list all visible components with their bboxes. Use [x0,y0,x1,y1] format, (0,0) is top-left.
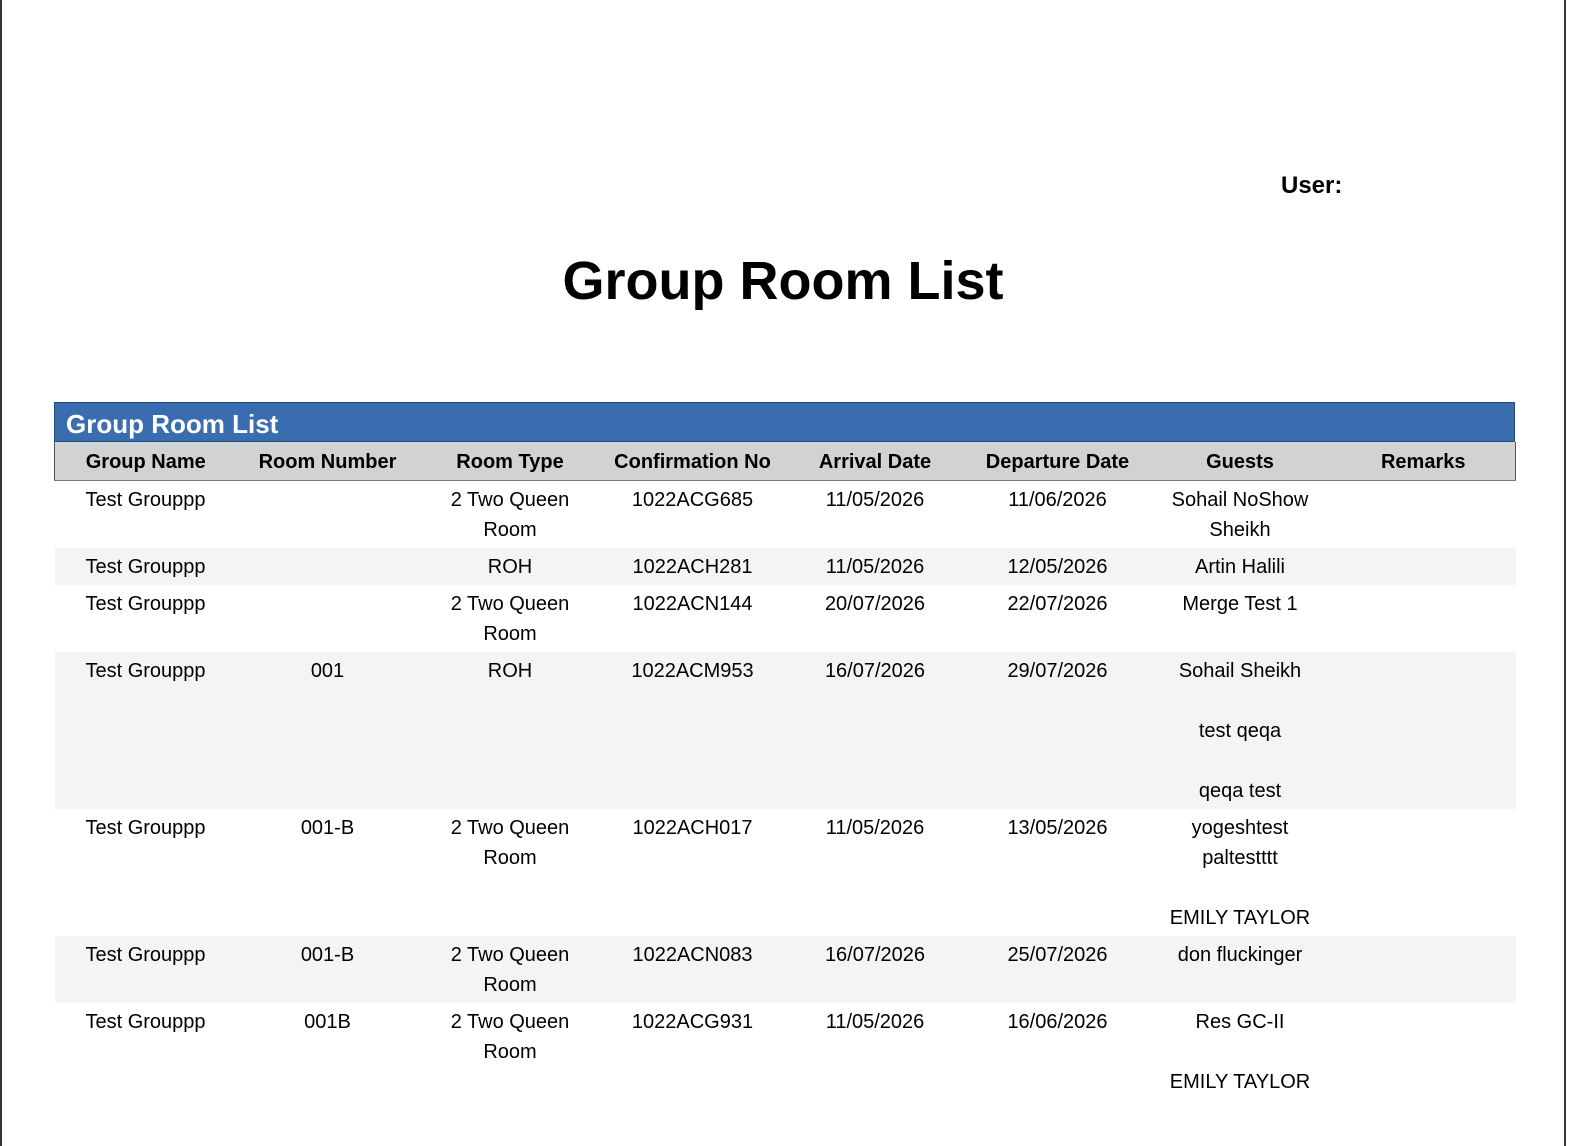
table-row [55,481,1516,549]
guest-name: Sohail NoShow Sheikh [1171,489,1309,541]
remarks-cell [1332,809,1516,936]
departure-date-cell: 12/05/2026 [967,548,1149,585]
guest-name: yogeshtest paltestttt [1191,817,1289,869]
departure-date-cell: 16/06/2026 [1007,1011,1108,1033]
confirmation-no-cell: 1022ACG931 [631,1011,754,1033]
room-number-cell: 001 [237,652,419,809]
guests-cell [1149,1003,1332,1100]
confirmation-no-cell: 1022ACH017 [632,817,753,839]
room-number-cell: 001B [304,1011,351,1033]
confirmation-no-cell: 1022ACM953 [602,652,784,809]
table-row [55,936,1516,1003]
user-label: User: [1281,172,1343,199]
room-number-cell [237,481,419,549]
confirmation-no-cell: 1022ACH281 [602,548,784,585]
group-name-cell: Test Grouppp [85,817,206,839]
room-type-cell: 2 Two Queen Room [419,936,602,1003]
departure-date-cell: 13/05/2026 [1007,817,1108,839]
group-name-cell: Test Grouppp [55,652,237,809]
column-header: Room Type [419,442,602,481]
room-number-cell: 001-B [300,817,355,839]
room-type-cell: ROH [419,652,602,809]
arrival-date-cell: 11/05/2026 [825,1011,925,1033]
room-type-cell: ROH [419,548,602,585]
guest-name: Sohail Sheikh [1178,660,1302,682]
departure-date-cell: 29/07/2026 [967,652,1149,809]
group-name-cell: Test Grouppp [85,593,206,615]
remarks-cell [1332,481,1516,549]
room-type-cell: 2 Two Queen Room [450,489,570,541]
arrival-date-cell: 20/07/2026 [824,593,926,615]
guest-name: Res GC-II [1195,1011,1285,1033]
column-header: Group Name [55,442,237,481]
guest-name: EMILY TAYLOR [1169,1071,1311,1093]
table-row [55,1003,1516,1100]
column-header: Confirmation No [602,442,784,481]
column-header: Departure Date [967,442,1149,481]
remarks-cell [1332,585,1516,652]
room-number-cell: 001-B [237,936,419,1003]
column-header: Guests [1149,442,1332,481]
confirmation-no-cell: 1022ACG685 [631,489,754,511]
column-header: Arrival Date [784,442,967,481]
departure-date-cell: 11/06/2026 [1008,489,1107,511]
arrival-date-cell: 16/07/2026 [784,652,967,809]
remarks-cell [1332,652,1516,809]
guests-cell [1149,936,1332,1003]
remarks-cell [1332,1003,1516,1100]
table-row [55,652,1516,809]
guest-name: qeqa test [1198,780,1282,802]
guest-name: don fluckinger [1177,944,1303,966]
departure-date-cell: 22/07/2026 [1007,593,1108,615]
guest-name: test qeqa [1198,720,1282,742]
arrival-date-cell: 11/05/2026 [825,489,925,511]
section-header: Group Room List [54,402,1515,442]
group-name-cell: Test Grouppp [85,1011,206,1033]
guest-name: Artin Halili [1194,556,1286,578]
remarks-cell [1332,936,1516,1003]
guests-cell [1149,652,1332,809]
guests-cell [1149,585,1332,652]
arrival-date-cell: 16/07/2026 [784,936,967,1003]
remarks-cell [1332,548,1516,585]
guests-cell [1149,809,1332,936]
group-name-cell: Test Grouppp [85,489,206,511]
confirmation-no-cell: 1022ACN144 [632,593,753,615]
column-header: Room Number [237,442,419,481]
report-title: Group Room List [562,251,1004,311]
room-type-cell: 2 Two Queen Room [450,817,570,869]
guest-name: EMILY TAYLOR [1169,907,1311,929]
header-row [55,442,1516,481]
group-name-cell: Test Grouppp [55,936,237,1003]
arrival-date-cell: 11/05/2026 [825,817,925,839]
guests-cell [1149,481,1332,549]
room-type-cell: 2 Two Queen Room [450,1011,570,1063]
table-row [55,809,1516,936]
table-row [55,585,1516,652]
room-list-table [54,442,1516,1100]
group-name-cell: Test Grouppp [55,548,237,585]
departure-date-cell: 25/07/2026 [967,936,1149,1003]
table-row [55,548,1516,585]
group-room-list-report [54,402,1515,1100]
arrival-date-cell: 11/05/2026 [784,548,967,585]
guests-cell [1149,548,1332,585]
room-number-cell [237,585,419,652]
guest-name: Merge Test 1 [1182,593,1298,615]
column-header: Remarks [1332,442,1516,481]
room-number-cell [237,548,419,585]
table-body [55,481,1516,1101]
confirmation-no-cell: 1022ACN083 [602,936,784,1003]
room-type-cell: 2 Two Queen Room [450,593,570,645]
